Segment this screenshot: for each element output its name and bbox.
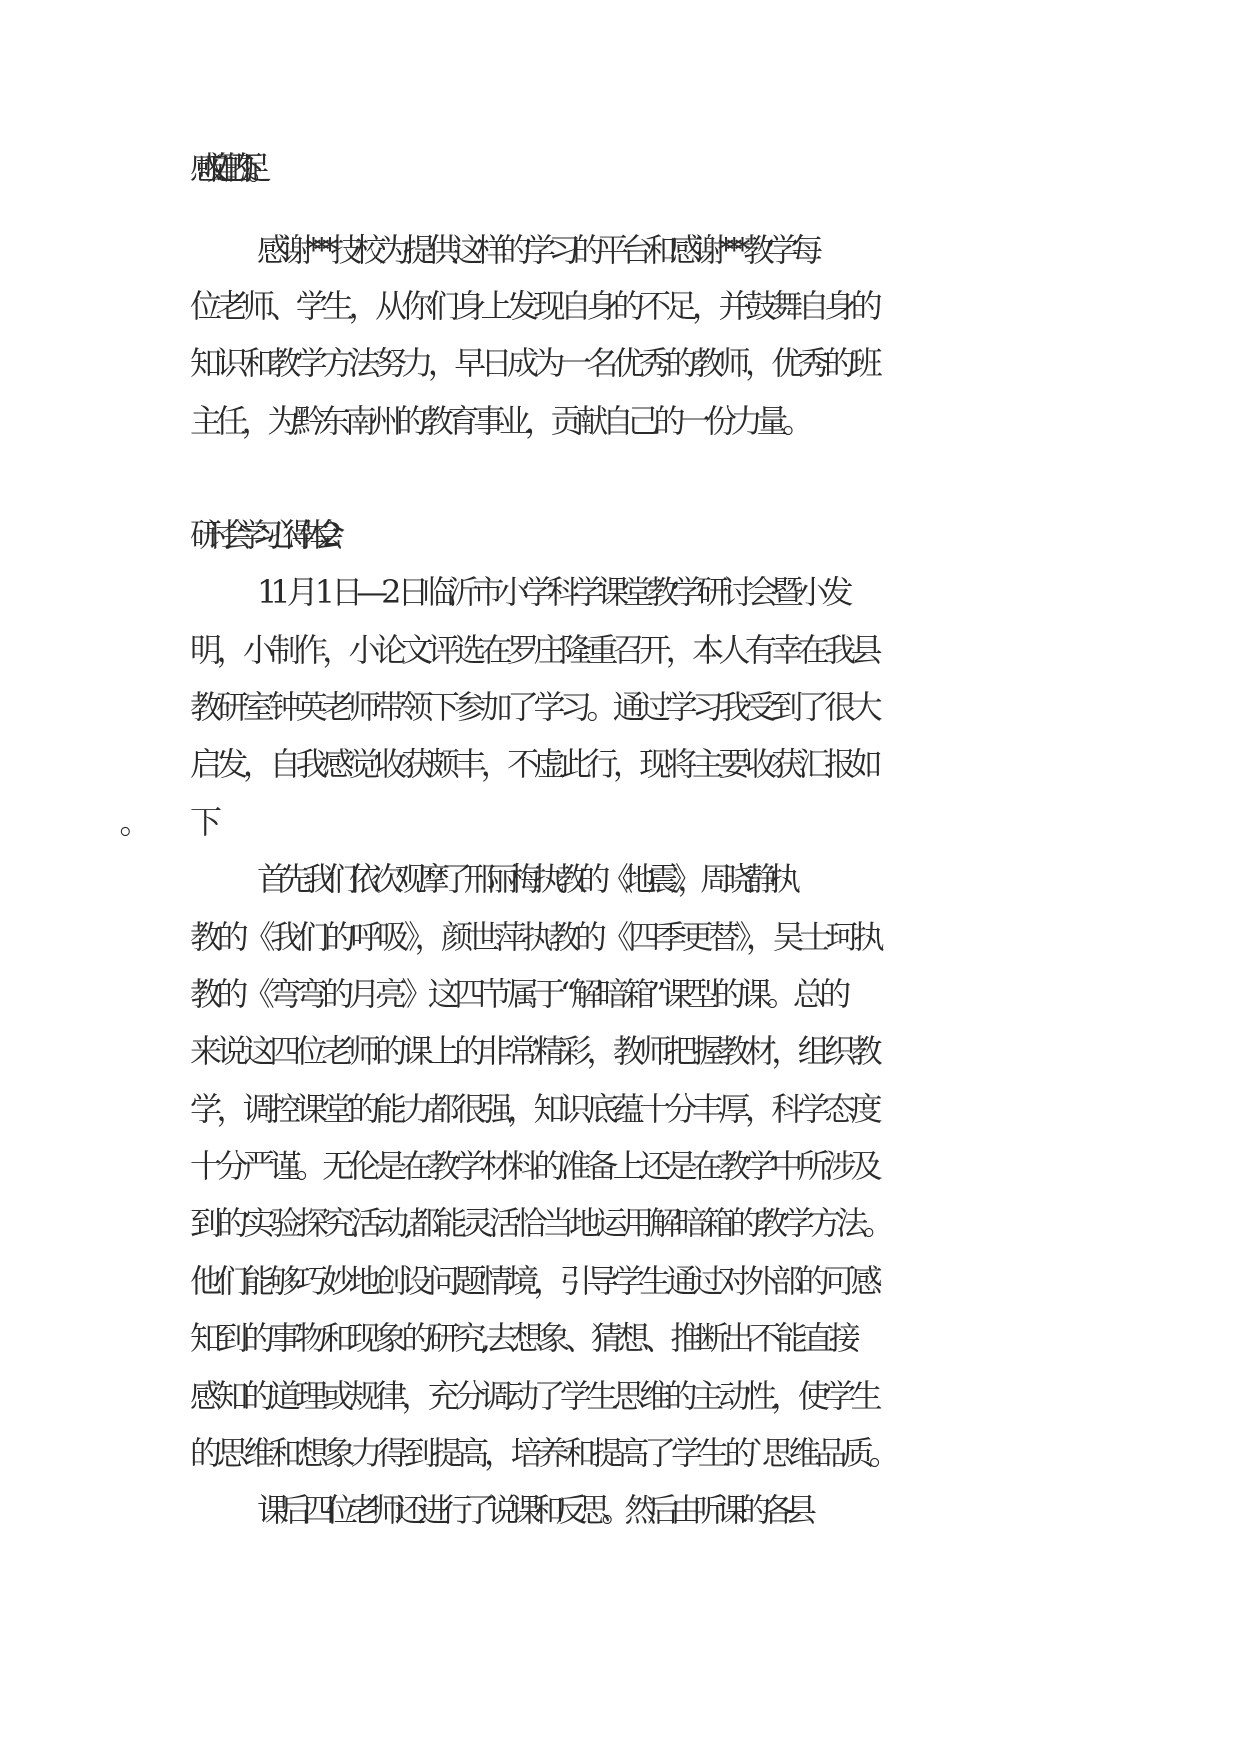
- paragraph-line: 知识和教学方法努力，早日成为一名优秀的教师，优秀的班: [190, 344, 878, 382]
- paragraph-line: 明，小制作，小论文评选在罗庄隆重召开，本人有幸在我县: [190, 631, 878, 669]
- paragraph-line: 的思维和想象力得到提高，培养和提高了学生的`思维品质。: [190, 1434, 896, 1472]
- paragraph-line: 知到的事物和现象的研究,去想象、猜想、推断出不能直接: [190, 1319, 856, 1357]
- paragraph-line: 启发，自我感觉收获颇丰，不虚此行，现将主要收获汇报如: [190, 745, 878, 783]
- paragraph-line: 主任，为黔东南州的教育事业，贡献自己的一份力量。: [190, 402, 809, 440]
- paragraph-line: 到的实验探究活动,都能灵活恰当地运用解暗箱的教学方法。: [190, 1204, 890, 1242]
- paragraph-line: 11 月 1 日—2 日临沂市小学科学课堂教学研讨会暨小发: [257, 573, 847, 611]
- paragraph-line: 他们能够巧妙地创设问题情境，引导学生通过对外部的可感: [190, 1262, 878, 1300]
- paragraph-line: 感知的道理或规律，充分调动了学生思维的主动性，使学生: [190, 1377, 878, 1415]
- paragraph-line: 位老师、学生，从你们身上发现自身的不足，并鼓舞自身的: [190, 287, 878, 325]
- paragraph-line: 学，调控课堂的能力都很强，知识底蕴十分丰厚，科学态度: [190, 1090, 878, 1128]
- paragraph-line: 教的《弯弯的月亮》这四节属于“解暗箱”课型的课。总的: [190, 975, 846, 1013]
- paragraph-line: 首先我们依次观摩了邢丽梅执教的《地震》，周晓静执: [257, 860, 793, 898]
- paragraph-line: 十分严谨。无伦是在教学材料的准备上还是在教学中所涉及: [190, 1147, 878, 1185]
- paragraph-line: 感谢***技校为提供这样的学习的平台和感谢***教学每: [257, 231, 816, 269]
- paragraph-line: 教的《我们的呼吸》，颜世萍执教的《四季更替》，吴士珂执: [190, 918, 880, 956]
- paragraph-line: 课后四位老师还进行了说课和反思。然后由听课的各县: [257, 1491, 809, 1529]
- paragraph-line: 教研室钟英老师带领下参加了学习。通过学习我受到了很大: [190, 688, 878, 726]
- paragraph-line: [190, 802, 1241, 842]
- section-heading: 研讨会学习心得体会 2: [190, 516, 327, 554]
- paragraph-line: 来说这四位老师的课上的非常精彩，教师把握教材，组织教: [190, 1032, 878, 1070]
- paragraph-line: 感叹自己的不足。: [190, 149, 257, 187]
